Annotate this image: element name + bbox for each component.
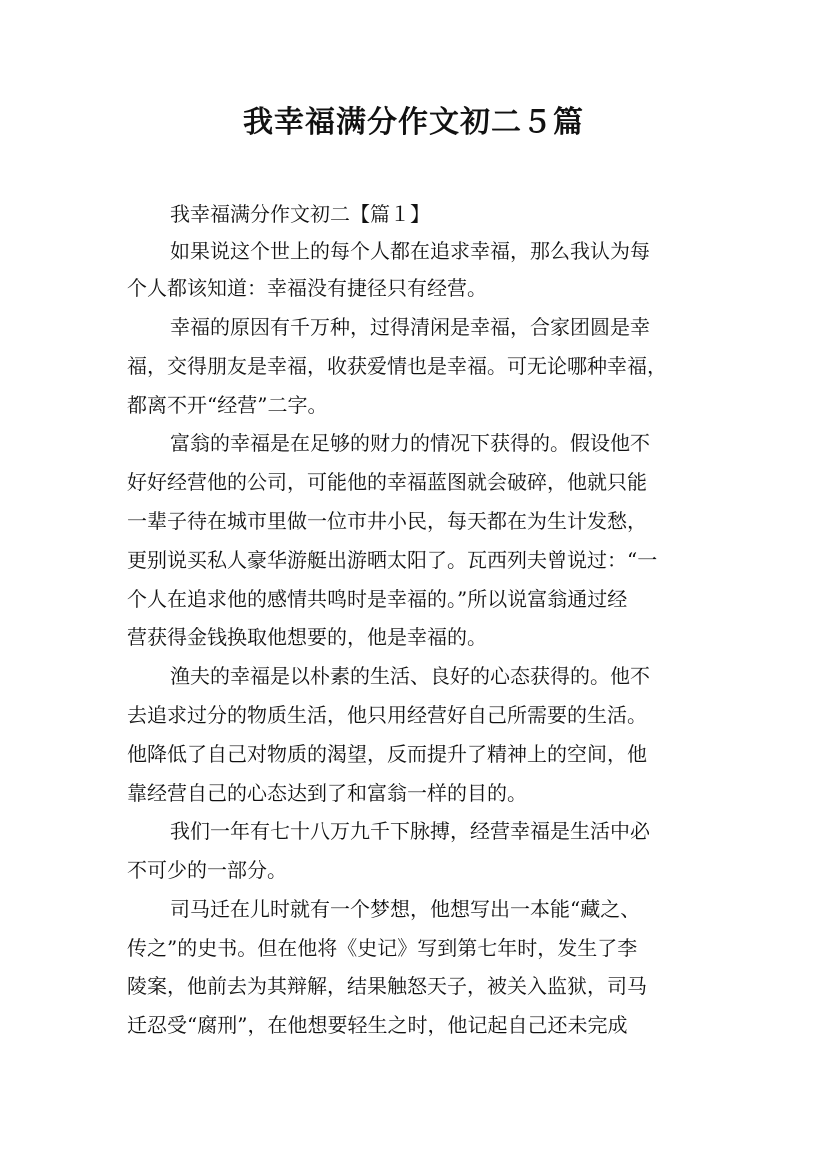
paragraph-line: 陵案，他前去为其辩解，结果触怒天子，被关入监狱，司马 (127, 974, 647, 998)
paragraph-line: 传之”的史书。但在他将《史记》写到第七年时，发生了李 (127, 936, 638, 960)
paragraph-line: 幸福的原因有千万种，过得清闲是幸福，合家团圆是幸 (170, 315, 650, 339)
paragraph-line: 富翁的幸福是在足够的财力的情况下获得的。假设他不 (170, 431, 650, 455)
paragraph-line: 靠经营自己的心态达到了和富翁一样的目的。 (127, 781, 527, 805)
paragraph-line: 个人在追求他的感情共鸣时是幸福的。”所以说富翁通过经 (127, 587, 628, 611)
paragraph-line: 他降低了自己对物质的渴望，反而提升了精神上的空间，他 (127, 742, 647, 766)
paragraph-line: 渔夫的幸福是以朴素的生活、良好的心态获得的。他不 (170, 664, 650, 688)
section-heading: 我幸福满分作文初二【篇１】 (170, 202, 430, 226)
paragraph-line: 去追求过分的物质生活，他只用经营好自己所需要的生活。 (127, 703, 647, 727)
paragraph-line: 不可少的一部分。 (127, 858, 287, 882)
paragraph-line: 迁忍受“腐刑”，在他想要轻生之时，他记起自己还未完成 (127, 1013, 628, 1037)
paragraph-line: 一辈子待在城市里做一位市井小民，每天都在为生计发愁， (127, 509, 647, 533)
document-title: 我幸福满分作文初二５篇 (243, 105, 584, 140)
paragraph-line: 我们一年有七十八万九千下脉搏，经营幸福是生活中必 (170, 819, 650, 843)
paragraph-line: 营获得金钱换取他想要的，他是幸福的。 (127, 625, 487, 649)
paragraph-line: 如果说这个世上的每个人都在追求幸福，那么我认为每 (170, 239, 650, 263)
paragraph-line: 都离不开“经营”二字。 (127, 393, 328, 417)
paragraph-line: 更别说买私人豪华游艇出游晒太阳了。瓦西列夫曾说过：“一 (127, 548, 658, 572)
paragraph-line: 好好经营他的公司，可能他的幸福蓝图就会破碎，他就只能 (127, 470, 647, 494)
paragraph-line: 个人都该知道：幸福没有捷径只有经营。 (127, 276, 487, 300)
paragraph-line: 福，交得朋友是幸福，收获爱情也是幸福。可无论哪种幸福， (127, 354, 667, 378)
paragraph-line: 司马迁在儿时就有一个梦想，他想写出一本能“藏之、 (170, 897, 641, 921)
